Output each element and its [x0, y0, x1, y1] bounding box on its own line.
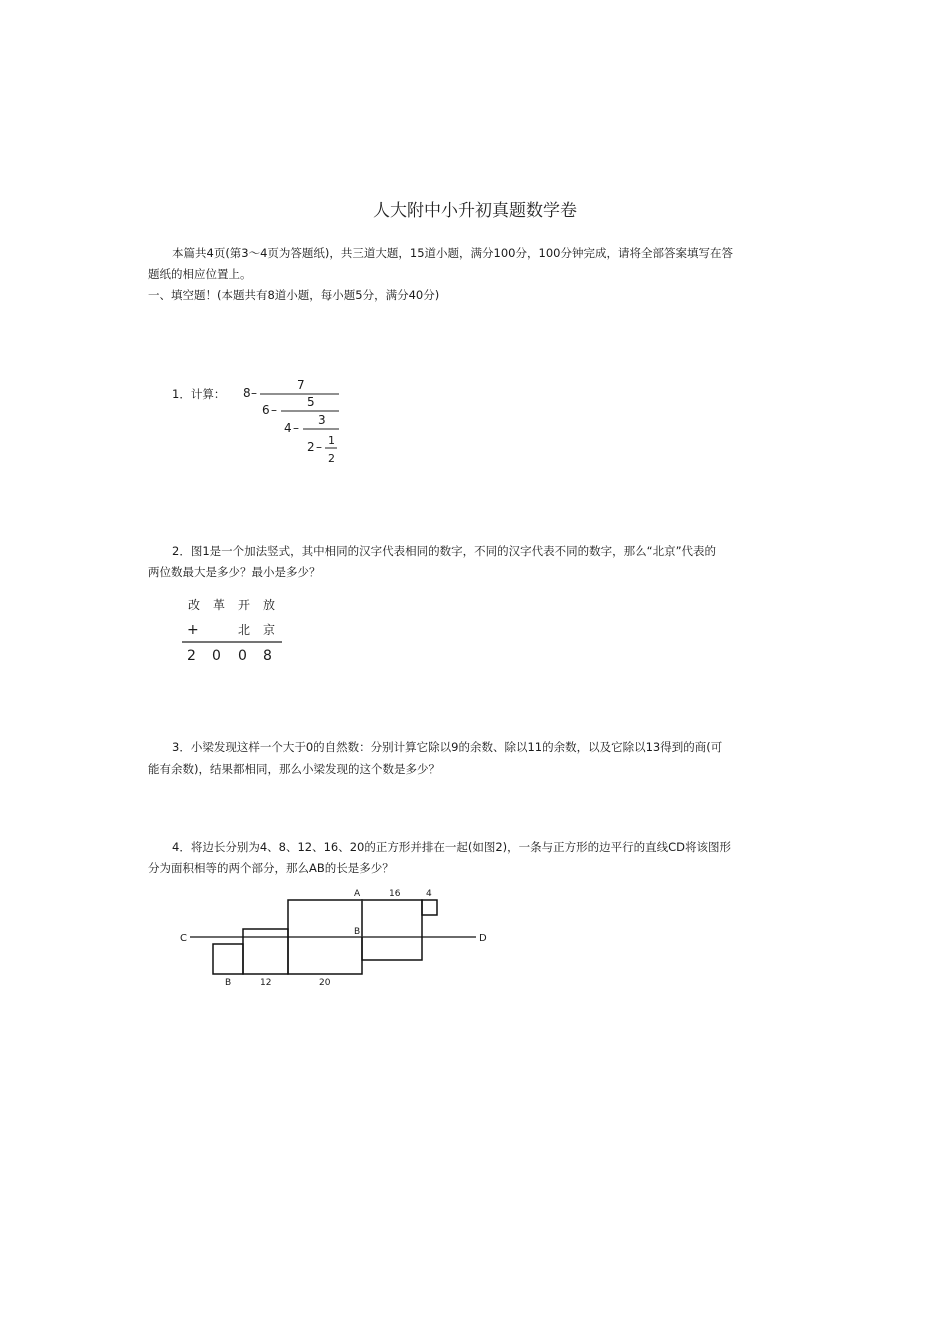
- q1-continued-fraction: [236, 374, 356, 470]
- label-20: 20: [319, 978, 331, 988]
- frac-a: 8: [243, 386, 251, 400]
- q2-addition-figure: [178, 594, 288, 666]
- square-8: [243, 929, 288, 974]
- frac-c: 4: [284, 421, 292, 435]
- row1-char-3: 开: [238, 598, 251, 612]
- frac-minus-2: –: [271, 403, 277, 417]
- q2-line-2: 两位数最大是多少？最小是多少？: [148, 565, 321, 579]
- intro-line-1: 本篇共4页(第3～4页为答题纸)，共三道大题，15道小题，满分100分，100分钟完成，请将全部答案填写在答: [172, 246, 733, 260]
- frac-minus-4: –: [316, 440, 322, 454]
- q3-line-1: 3．小梁发现这样一个大于0的自然数：分别计算它除以9的余数、除以11的余数，以及它除以13得到的商(可: [172, 740, 723, 754]
- row1-char-2: 革: [213, 598, 226, 612]
- q3-line-2: 能有余数)，结果都相同，那么小梁发现的这个数是多少？: [148, 762, 440, 776]
- plus-sign: +: [187, 622, 199, 638]
- row2-char-1: 北: [238, 623, 251, 637]
- result-digit-3: 0: [238, 648, 247, 664]
- q1-label: 1．计算：: [172, 387, 226, 401]
- label-4: 4: [426, 889, 432, 899]
- row1-char-1: 改: [188, 598, 201, 612]
- label-d: D: [479, 933, 487, 944]
- frac-n3: 3: [318, 413, 326, 427]
- q4-line-2: 分为面积相等的两个部分，那么AB的长是多少？: [148, 861, 394, 875]
- label-b-bottom: B: [225, 978, 232, 988]
- label-12: 12: [260, 978, 272, 988]
- frac-n4: 1: [328, 434, 335, 447]
- q2-line-1: 2．图1是一个加法竖式，其中相同的汉字代表相同的数字，不同的汉字代表不同的数字，那么“北京”代表的: [172, 544, 717, 558]
- section-heading: 一、填空题！(本题共有8道小题，每小题5分，满分40分): [148, 288, 440, 302]
- square-16: [362, 900, 422, 960]
- label-a: A: [354, 889, 361, 899]
- label-c: C: [180, 933, 187, 944]
- result-digit-2: 0: [212, 648, 221, 664]
- page-title: 人大附中小升初真题数学卷: [373, 201, 577, 221]
- label-b-mid: B: [354, 927, 361, 937]
- intro-line-2: 题纸的相应位置上。: [148, 267, 252, 281]
- row1-char-4: 放: [263, 598, 276, 612]
- frac-minus-1: –: [251, 386, 257, 400]
- frac-d: 2: [307, 440, 315, 454]
- frac-n2: 5: [307, 395, 315, 409]
- result-digit-1: 2: [187, 648, 196, 664]
- q4-squares-figure: [170, 882, 500, 992]
- result-digit-4: 8: [263, 648, 272, 664]
- q4-line-1: 4．将边长分别为4、8、12、16、20的正方形并排在一起(如图2)，一条与正方形的边平行的直线CD将该图形: [172, 840, 732, 854]
- label-16: 16: [389, 889, 401, 899]
- frac-n1: 7: [297, 378, 305, 392]
- row2-char-2: 京: [263, 623, 276, 637]
- frac-minus-3: –: [293, 421, 299, 435]
- square-4: [213, 944, 243, 974]
- square-4-top: [422, 900, 437, 915]
- frac-den4: 2: [328, 452, 335, 465]
- frac-b: 6: [262, 403, 270, 417]
